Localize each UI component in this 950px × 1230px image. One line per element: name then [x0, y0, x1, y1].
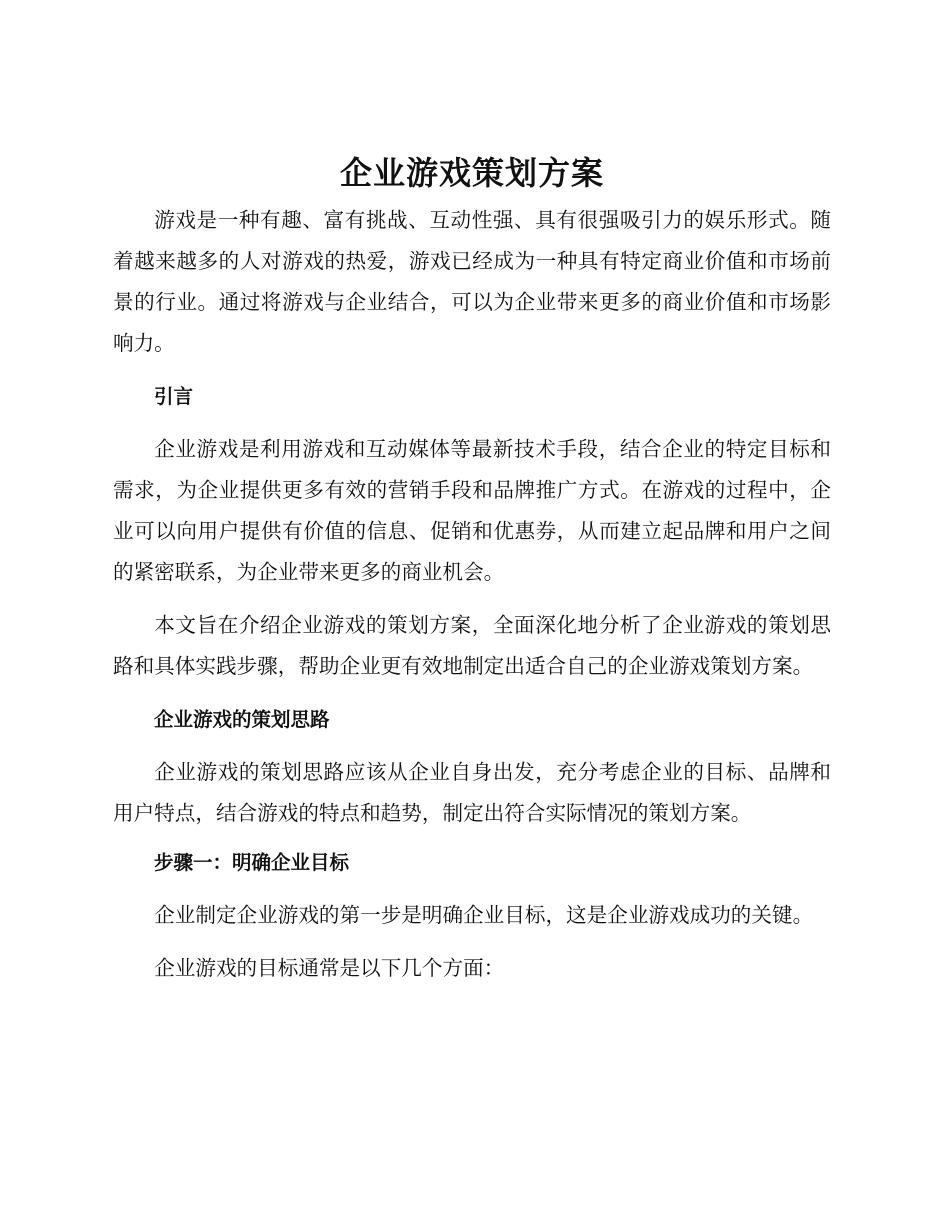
section-heading: 引言 — [153, 385, 193, 408]
document-page — [113, 148, 831, 989]
body-paragraph: 企业游戏的策划思路应该从企业自身出发，充分考虑企业的目标、品牌和用户特点，结合游戏的特点和趋势，制定出符合实际情况的策划方案。 — [113, 760, 831, 825]
body-paragraph: 本文旨在介绍企业游戏的策划方案，全面深化地分析了企业游戏的策划思路和具体实践步骤，帮助企业更有效地制定出适合自己的企业游戏策划方案。 — [113, 613, 831, 678]
page-title: 企业游戏策划方案 — [339, 154, 604, 192]
body-paragraph: 企业游戏是利用游戏和互动媒体等最新技术手段，结合企业的特定目标和需求，为企业提供更多有效的营销手段和品牌推广方式。在游戏的过程中，企业可以向用户提供有价值的信息、促销和优惠券，从而建立起品牌和用户之间的紧密联系，为企业带来更多的商业机会。 — [113, 437, 831, 584]
section-heading: 企业游戏的策划思路 — [153, 708, 330, 731]
body-paragraph: 企业游戏的目标通常是以下几个方面： — [154, 956, 505, 980]
body-paragraph: 企业制定企业游戏的第一步是明确企业目标，这是企业游戏成功的关键。 — [154, 903, 814, 927]
intro-paragraph: 游戏是一种有趣、富有挑战、互动性强、具有很强吸引力的娱乐形式。随着越来越多的人对游戏的热爱，游戏已经成为一种具有特定商业价值和市场前景的行业。通过将游戏与企业结合，可以为企业带来更多的商业价值和市场影响力。 — [113, 208, 831, 355]
section-heading: 步骤一：明确企业目标 — [153, 851, 349, 874]
